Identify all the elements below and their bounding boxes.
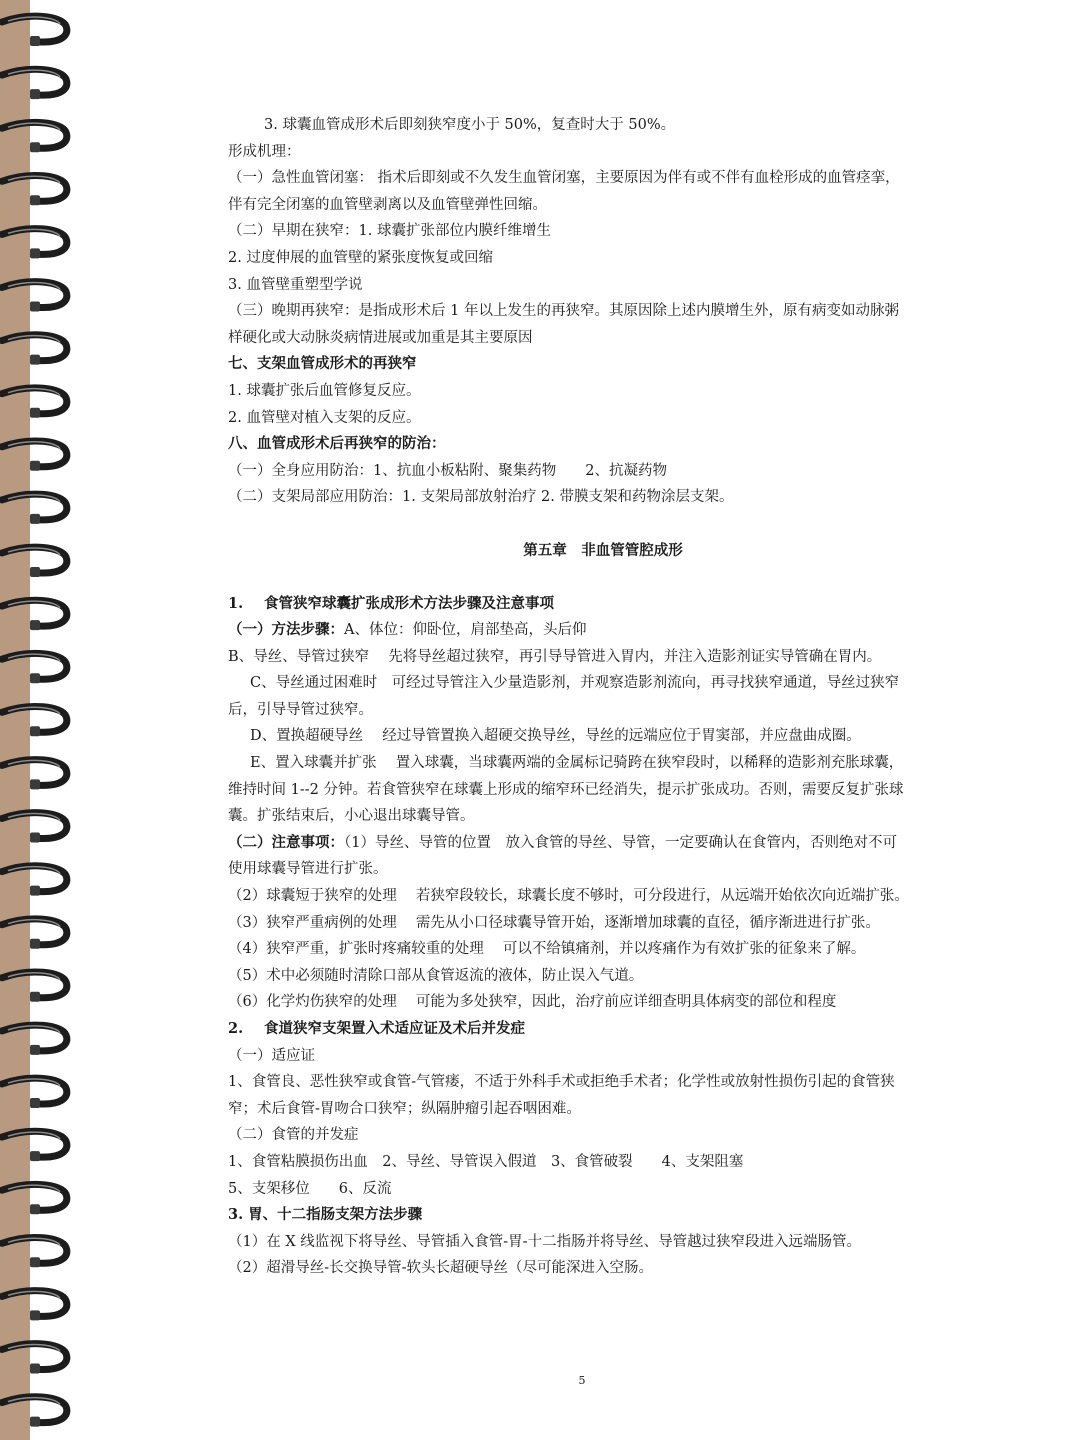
spiral-coil [2,919,67,949]
spiral-coil [2,707,67,737]
text-line: 1、食管良、恶性狭窄或食管-气管瘘，不适于外科手术或拒绝手术者；化学性或放射性损伤引起的食管狭 [228,1074,895,1091]
spiral-coil [2,547,67,577]
spiral-coil [2,176,67,206]
spiral-coil [2,1291,67,1321]
text-line: 维持时间 1--2 分钟。若食管狭窄在球囊上形成的缩窄环已经消失，提示扩张成功。否则，需要反复扩张球 [228,781,904,798]
section-heading-2 [228,1016,948,1043]
spiral-coil [2,1344,67,1374]
spiral-coil [2,335,67,365]
subsection-text: （1）导丝、导管的位置 放入食管的导丝、导管，一定要确认在食管内，否则绝对不可 [344,834,897,851]
section-title: 食管狭窄球囊扩张成形术方法步骤及注意事项 [264,594,554,612]
text-line: 2. 血管壁对植入支架的反应。 [228,409,421,426]
text-line: （2）超滑导丝-长交换导管-软头长超硬导丝（尽可能深进入空肠。 [228,1260,654,1277]
text-line: （5）术中必须随时清除口部从食管返流的液体，防止误入气道。 [228,967,644,984]
document-page [228,112,948,1282]
subsection-label: （一）方法步骤： [228,621,344,639]
text-line: （4）狭窄严重，扩张时疼痛较重的处理 可以不给镇痛剂，并以疼痛作为有效扩张的征象来了解。 [228,941,866,958]
spiral-coil [2,282,67,312]
text-line: （2）球囊短于狭窄的处理 若狭窄段较长，球囊长度不够时，可分段进行，从远端开始依次向近端扩张。 [228,888,909,905]
text-line: 3. 球囊血管成形术后即刻狭窄度小于 50%，复查时大于 50%。 [264,117,676,133]
spiral-coil [2,1078,67,1108]
text-line: D、置换超硬导丝 经过导管置换入超硬交换导丝，导丝的远端应位于胃窦部，并应盘曲成圈。 [250,728,861,745]
section-heading-3: 3. 胃、十二指肠支架方法步骤 [228,1206,423,1224]
text-line: （一）急性血管闭塞： 指术后即刻或不久发生血管闭塞，主要原因为伴有或不伴有血栓形成的血管痉挛， [228,170,900,187]
text-line: （1）在 X 线监视下将导丝、导管插入食管-胃-十二指肠并将导丝、导管越过狭窄段进入远端肠管。 [228,1233,862,1250]
page-number: 5 [578,1374,586,1387]
chapter-title: 第五章 非血管管腔成形 [523,541,683,559]
text-line: 后，引导导管过狭窄。 [228,701,373,718]
subsection-text: A、体位：仰卧位，肩部垫高，头后仰 [344,622,587,639]
section-heading: 八、血管成形术后再狭窄的防治： [228,435,446,453]
spiral-coil [2,653,67,683]
spiral-coil [2,600,67,630]
text-line: E、置入球囊并扩张 置入球囊，当球囊两端的金属标记骑跨在狭窄段时，以稀释的造影剂充胀球囊， [250,755,904,772]
spiral-coil [2,441,67,471]
text-line: 2. 过度伸展的血管壁的紧张度恢复或回缩 [228,249,493,266]
spiral-coil [2,760,67,790]
text-line [228,617,948,644]
spiral-coil [2,229,67,259]
text-line: （一）适应证 [228,1047,315,1064]
text-line: 形成机理： [228,143,301,160]
spiral-binding [0,0,80,1440]
spiral-coil [2,16,67,46]
section-number: 2. [228,1020,244,1037]
text-line: 窄；术后食管-胃吻合口狭窄；纵隔肿瘤引起吞咽困难。 [228,1100,581,1117]
text-line: B、导丝、导管过狭窄 先将导丝超过狭窄，再引导导管进入胃内，并注入造影剂证实导管确在胃内。 [228,648,882,665]
spiral-coil [2,494,67,524]
text-line: 3. 血管壁重塑型学说 [228,276,363,293]
spiral-coil [2,388,67,418]
section-heading: 七、支架血管成形术的再狭窄 [228,355,417,373]
text-line: 5、支架移位 6、反流 [228,1180,392,1197]
spiral-coil [2,69,67,99]
section-title: 食道狭窄支架置入术适应证及术后并发症 [264,1020,525,1037]
spiral-coil [2,1131,67,1161]
text-line: （二）支架局部应用防治：1. 支架局部放射治疗 2. 带膜支架和药物涂层支架。 [228,489,734,506]
spiral-coil [2,122,67,152]
text-line: （二）早期在狭窄：1. 球囊扩张部位内膜纤维增生 [228,223,551,240]
spiral-coil [2,1025,67,1055]
text-line: （三）晚期再狭窄：是指成形术后 1 年以上发生的再狭窄。其原因除上述内膜增生外，原有病变如动脉粥 [228,303,899,320]
text-line: （二）食管的并发症 [228,1127,359,1144]
spiral-coil [2,972,67,1002]
text-line: 1、食管粘膜损伤出血 2、导丝、导管误入假道 3、食管破裂 4、支架阻塞 [228,1153,744,1170]
text-line: 1. 球囊扩张后血管修复反应。 [228,382,421,399]
spiral-coil [2,813,67,843]
spiral-coil [2,1238,67,1268]
text-line: （3）狭窄严重病例的处理 需先从小口径球囊导管开始，逐渐增加球囊的直径，循序渐进进行扩张。 [228,914,880,931]
text-line [228,830,948,857]
subsection-label: （二）注意事项： [228,833,344,851]
text-line: 样硬化或大动脉炎病情进展或加重是其主要原因 [228,329,533,346]
spiral-coil [2,1397,67,1427]
text-line: （6）化学灼伤狭窄的处理 可能为多处狭窄，因此，治疗前应详细查明具体病变的部位和程度 [228,994,837,1011]
text-line: 囊。扩张结束后，小心退出球囊导管。 [228,808,475,825]
text-line: C、导丝通过困难时 可经过导管注入少量造影剂，并观察造影剂流向，再寻找狭窄通道，导丝过狭窄 [250,675,900,692]
text-line: 伴有完全闭塞的血管壁剥离以及血管壁弹性回缩。 [228,196,547,213]
text-line: 使用球囊导管进行扩张。 [228,861,388,878]
spiral-coil [2,1184,67,1214]
section-heading-1 [228,591,948,618]
text-line: （一）全身应用防治：1、抗血小板粘附、聚集药物 2、抗凝药物 [228,462,667,479]
spiral-coil [2,866,67,896]
section-number: 1. [228,594,244,612]
